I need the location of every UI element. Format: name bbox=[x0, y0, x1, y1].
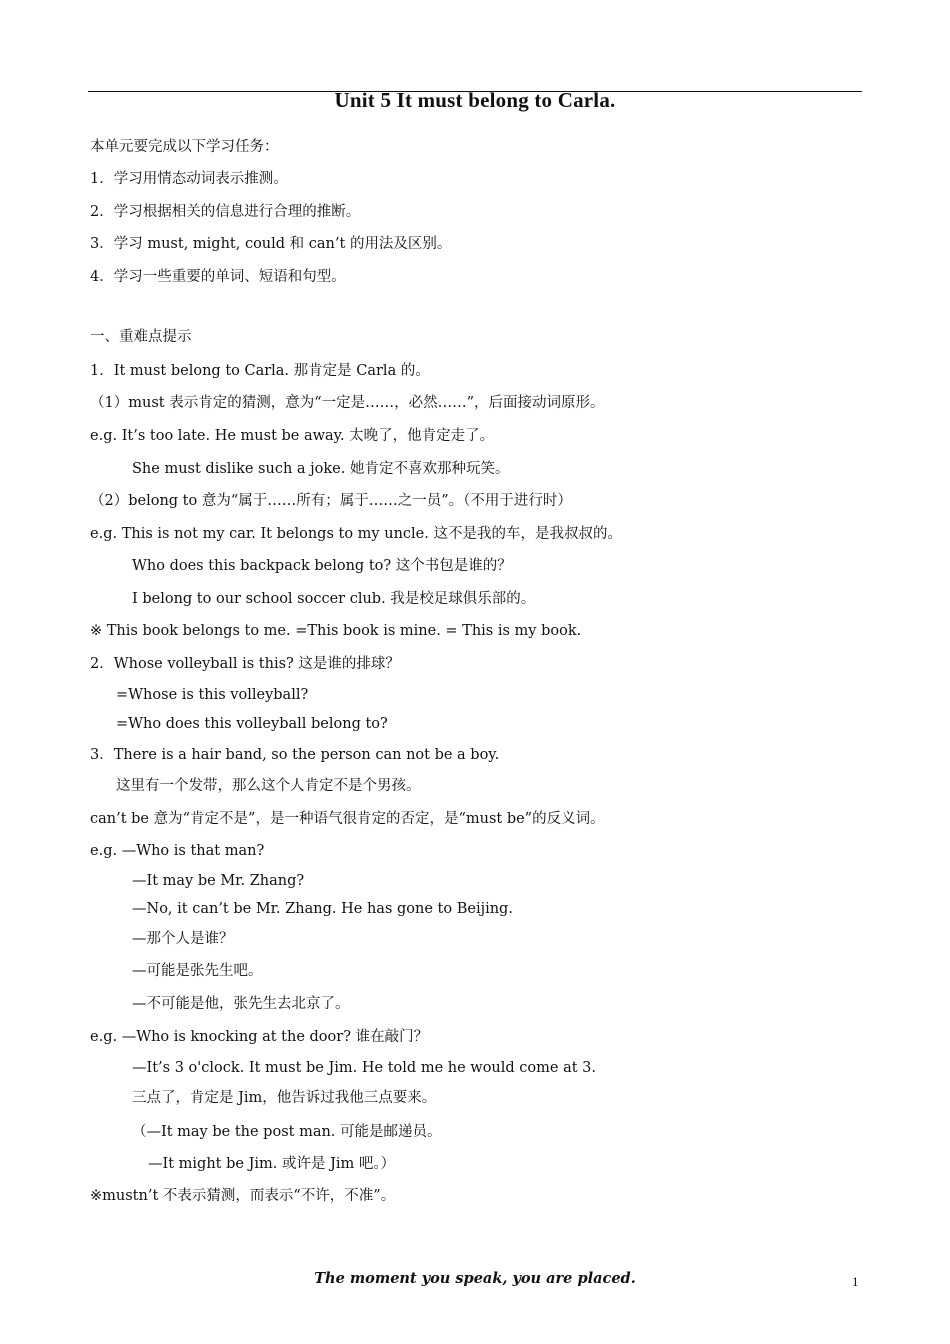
text-line: 1．It must belong to Carla. 那肯定是 Carla 的。 bbox=[90, 363, 430, 379]
text-line: 2．Whose volleyball is this? 这是谁的排球？ bbox=[90, 656, 400, 672]
text-line: 这里有一个发带，那么这个人肯定不是个男孩。 bbox=[116, 778, 421, 794]
page-title: Unit 5 It must belong to Carla. bbox=[334, 88, 616, 112]
text-line: I belong to our school soccer club. 我是校足球俱乐部的。 bbox=[132, 591, 536, 607]
text-line: e.g. —Who is that man? bbox=[90, 843, 265, 859]
text-line: ※ This book belongs to me. =This book is mine. = This is my book. bbox=[90, 623, 582, 639]
text-line: 2．学习根据相关的信息进行合理的推断。 bbox=[90, 204, 361, 220]
text-line: 4．学习一些重要的单词、短语和句型。 bbox=[90, 269, 346, 285]
text-line: e.g. It’s too late. He must be away. 太晚了，他肯定走了。 bbox=[90, 428, 495, 444]
text-line: =Whose is this volleyball? bbox=[116, 687, 309, 703]
text-line: —那个人是谁？ bbox=[132, 931, 234, 947]
text-line: ※mustn’t 不表示猜测，而表示“不许，不准”。 bbox=[90, 1188, 396, 1204]
text-line: 本单元要完成以下学习任务： bbox=[90, 139, 279, 155]
text-line: —No, it can’t be Mr. Zhang. He has gone to Beijing. bbox=[132, 901, 513, 917]
text-line: 3．There is a hair band, so the person can not be a boy. bbox=[90, 747, 500, 763]
text-line: Who does this backpack belong to? 这个书包是谁的？ bbox=[132, 558, 512, 574]
text-line: 1．学习用情态动词表示推测。 bbox=[90, 171, 288, 187]
text-line: —It’s 3 o'clock. It must be Jim. He told me he would come at 3. bbox=[132, 1060, 596, 1076]
text-line: —It may be Mr. Zhang? bbox=[132, 873, 305, 889]
text-line: （2）belong to 意为“属于……所有；属于……之一员”。（不用于进行时） bbox=[90, 493, 572, 509]
text-line: —不可能是他，张先生去北京了。 bbox=[132, 996, 350, 1012]
text-line: —It might be Jim. 或许是 Jim 吧。） bbox=[148, 1156, 396, 1172]
text-line: e.g. This is not my car. It belongs to my uncle. 这不是我的车，是我叔叔的。 bbox=[90, 526, 622, 542]
text-line: can’t be 意为“肯定不是”，是一种语气很肯定的否定，是“must be”的反义词。 bbox=[90, 811, 605, 827]
text-line: 三点了，肯定是 Jim，他告诉过我他三点要来。 bbox=[132, 1090, 437, 1106]
text-line: She must dislike such a joke. 她肯定不喜欢那种玩笑。 bbox=[132, 461, 510, 477]
text-line: （—It may be the post man. 可能是邮递员。 bbox=[132, 1124, 442, 1140]
text-line: —可能是张先生吧。 bbox=[132, 963, 263, 979]
text-line: =Who does this volleyball belong to? bbox=[116, 716, 388, 732]
footer-motto: The moment you speak, you are placed. bbox=[314, 1270, 636, 1287]
text-line: 3．学习 must, might, could 和 can’t 的用法及区别。 bbox=[90, 236, 452, 252]
section-heading: 一、重难点提示 bbox=[90, 329, 192, 345]
text-line: （1）must 表示肯定的猜测，意为“一定是……，必然……”，后面接动词原形。 bbox=[90, 395, 605, 411]
text-line: e.g. —Who is knocking at the door? 谁在敲门？ bbox=[90, 1029, 429, 1045]
page-number: 1 bbox=[852, 1274, 859, 1289]
